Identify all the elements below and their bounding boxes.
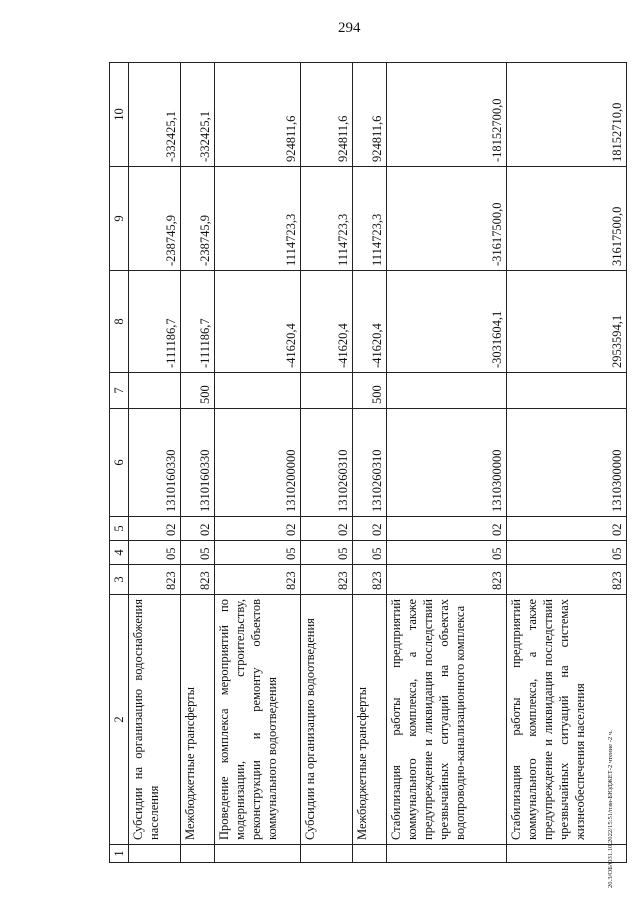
cell-col8: -111186,7 (129, 271, 181, 373)
cell-col10: 18152710,0 (507, 63, 627, 167)
budget-table (109, 62, 627, 863)
col-header-2: 2 (110, 595, 129, 845)
cell-col10: 924811,6 (215, 63, 301, 167)
cell-col6: 1310160330 (129, 409, 181, 517)
table-row (387, 63, 507, 863)
cell-col6: 1310300000 (507, 409, 627, 517)
cell-col8: -3031604,1 (387, 271, 507, 373)
cell-col1 (301, 845, 353, 863)
cell-col5: 02 (353, 517, 387, 541)
col-header-1: 1 (110, 845, 129, 863)
table-row (301, 63, 353, 863)
cell-col9: -31617500,0 (387, 167, 507, 271)
cell-col9: 31617500,0 (507, 167, 627, 271)
cell-col9: 1114723,3 (215, 167, 301, 271)
footer-stamp (607, 548, 621, 888)
table-row (129, 63, 181, 863)
cell-col6: 1310260310 (353, 409, 387, 517)
header-row (110, 63, 129, 863)
col-header-9: 9 (110, 167, 129, 271)
col-header-4: 4 (110, 541, 129, 565)
cell-col5: 02 (387, 517, 507, 541)
cell-col7 (507, 373, 627, 409)
cell-col6: 1310300000 (387, 409, 507, 517)
cell-col7: 500 (181, 373, 215, 409)
cell-col8: 2953594,1 (507, 271, 627, 373)
cell-name: Стабилизация работы предприятий коммунального комплекса, а также предупреждение и ликвидация последствий чрезвычайных ситуаций на системах жизнеобеспечения населения (507, 595, 627, 845)
cell-col8: -41620,4 (301, 271, 353, 373)
col-header-5: 5 (110, 517, 129, 541)
cell-col6: 1310260310 (301, 409, 353, 517)
cell-name: Стабилизация работы предприятий коммунального комплекса, а также предупреждение и ликвидация последствий чрезвычайных ситуаций на объектах водопроводно-канализационного комплекса (387, 595, 507, 845)
cell-col3: 823 (181, 565, 215, 595)
cell-col4: 05 (215, 541, 301, 565)
table-row (181, 63, 215, 863)
cell-col5: 02 (215, 517, 301, 541)
cell-col6: 1310160330 (181, 409, 215, 517)
page-number: 294 (338, 20, 361, 36)
cell-col7 (129, 373, 181, 409)
cell-col10: -332425,1 (181, 63, 215, 167)
cell-col4: 05 (301, 541, 353, 565)
col-header-10: 10 (110, 63, 129, 167)
cell-col1 (129, 845, 181, 863)
cell-col7 (215, 373, 301, 409)
cell-col8: -41620,4 (215, 271, 301, 373)
cell-col3: 823 (301, 565, 353, 595)
cell-col9: -238745,9 (181, 167, 215, 271)
cell-col5: 02 (507, 517, 627, 541)
cell-col1 (387, 845, 507, 863)
cell-col10: 924811,6 (353, 63, 387, 167)
cell-col6: 1310200000 (215, 409, 301, 517)
cell-col3: 823 (353, 565, 387, 595)
footer-text: 20.3/ОБ/О31.10.2022/15:51/пзм-БЮДЖЕТ-2 чтение -2 ч. (607, 730, 614, 888)
col-header-3: 3 (110, 565, 129, 595)
cell-col10: 924811,6 (301, 63, 353, 167)
cell-col7 (301, 373, 353, 409)
cell-col8: -111186,7 (181, 271, 215, 373)
cell-col5: 02 (129, 517, 181, 541)
cell-col9: 1114723,3 (353, 167, 387, 271)
cell-col9: 1114723,3 (301, 167, 353, 271)
cell-col5: 02 (301, 517, 353, 541)
cell-col7 (387, 373, 507, 409)
cell-col8: -41620,4 (353, 271, 387, 373)
cell-name: Субсидии на организацию водоотведения (301, 595, 353, 845)
cell-name: Проведение комплекса мероприятий по модернизации, строительству, реконструкции и ремонту объектов коммунального водоотведения (215, 595, 301, 845)
cell-col5: 02 (181, 517, 215, 541)
col-header-8: 8 (110, 271, 129, 373)
cell-col3: 823 (387, 565, 507, 595)
cell-col4: 05 (353, 541, 387, 565)
cell-col3: 823 (215, 565, 301, 595)
cell-col3: 823 (507, 565, 627, 595)
table-row (215, 63, 301, 863)
cell-col7: 500 (353, 373, 387, 409)
cell-col4: 05 (129, 541, 181, 565)
cell-col4: 05 (507, 541, 627, 565)
cell-col3: 823 (129, 565, 181, 595)
cell-col1 (181, 845, 215, 863)
cell-col4: 05 (387, 541, 507, 565)
cell-col4: 05 (181, 541, 215, 565)
cell-col1 (353, 845, 387, 863)
col-header-7: 7 (110, 373, 129, 409)
cell-name: Межбюджетные трансферты (353, 595, 387, 845)
cell-col10: -332425,1 (129, 63, 181, 167)
cell-col10: -18152700,0 (387, 63, 507, 167)
cell-col9: -238745,9 (129, 167, 181, 271)
table-row (353, 63, 387, 863)
cell-name: Субсидии на организацию водоснабжения населения (129, 595, 181, 845)
cell-name: Межбюджетные трансферты (181, 595, 215, 845)
col-header-6: 6 (110, 409, 129, 517)
cell-col1 (215, 845, 301, 863)
